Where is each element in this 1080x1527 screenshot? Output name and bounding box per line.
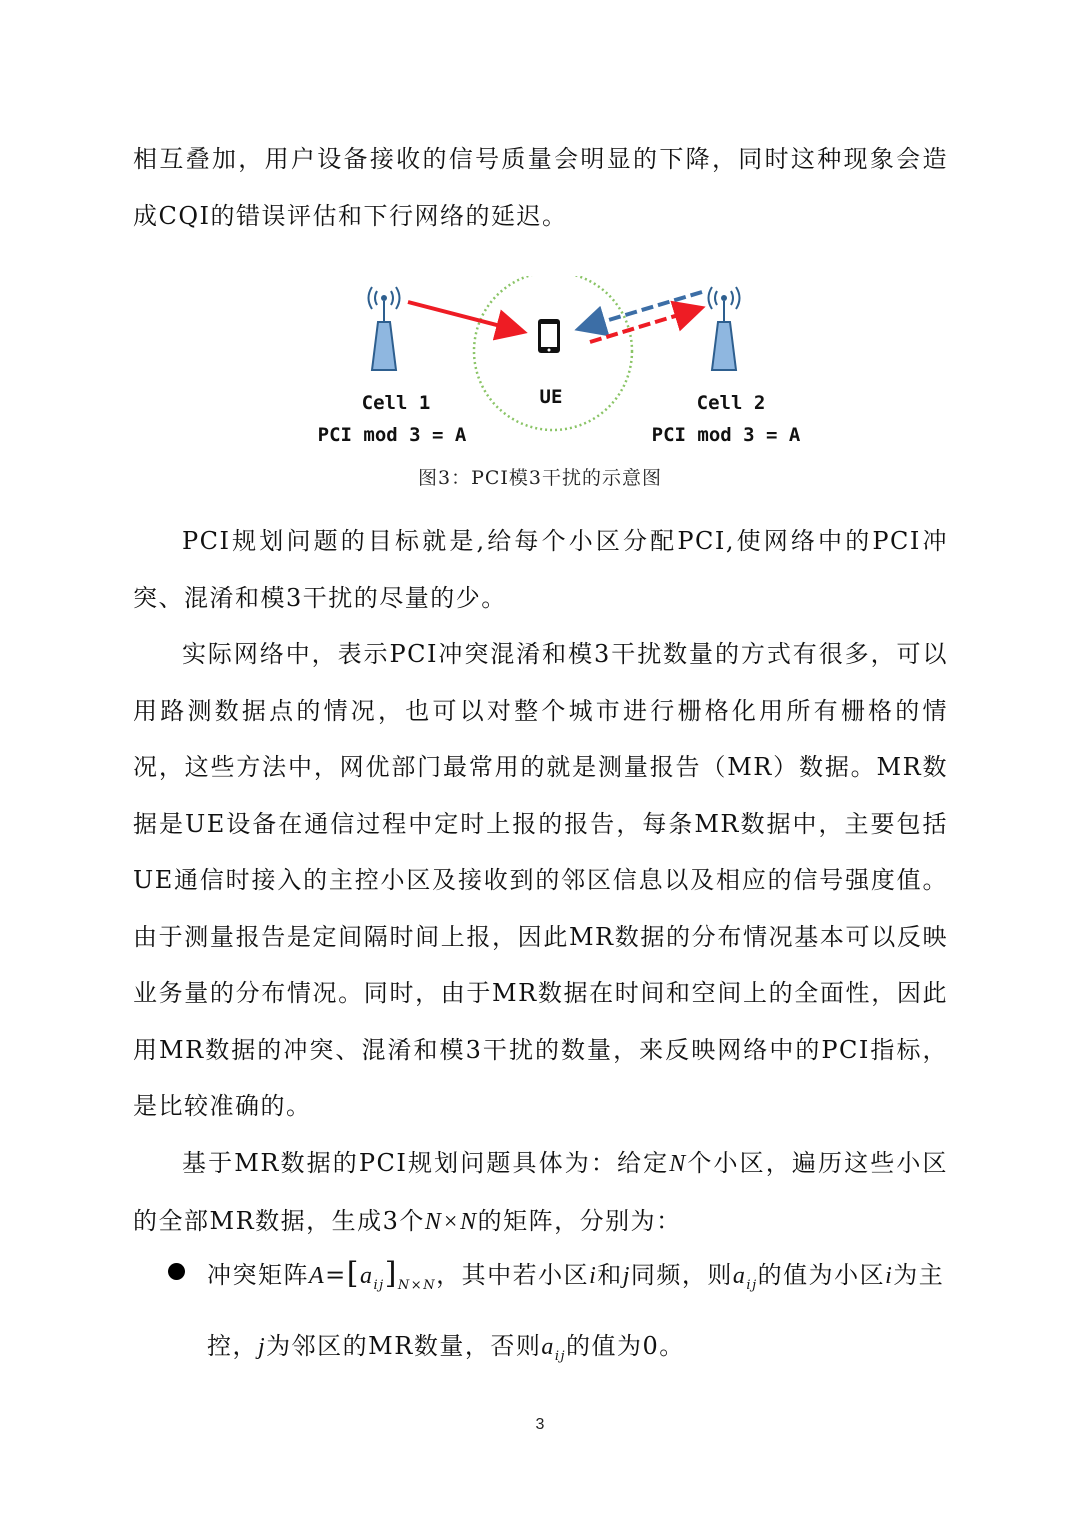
bullet-text-5: 的值为小区: [757, 1261, 886, 1289]
cell2-pci-label: PCI mod 3 = A: [651, 424, 801, 446]
cell1-label: Cell 1: [361, 392, 431, 414]
bullet-dot: [168, 1263, 185, 1280]
matrix-symbol: A: [309, 1263, 326, 1289]
page-number: 3: [535, 1416, 545, 1433]
var-i-2: i: [885, 1263, 894, 1289]
ue-label: UE: [539, 386, 563, 408]
var-i: i: [589, 1263, 598, 1289]
subscript-ij: ij: [373, 1278, 385, 1293]
bullet-text-4: 同频，则: [630, 1261, 733, 1289]
subscript-ij-2: ij: [746, 1278, 758, 1293]
paragraph-problem-statement: [133, 1135, 948, 1250]
interference-arrow-red: [590, 309, 698, 342]
p4-text-a: 基于MR数据的PCI规划问题具体为：给定: [182, 1149, 670, 1177]
p4-n: N: [669, 1151, 687, 1177]
pci-mod3-figure: [310, 276, 810, 451]
matrix-size: N×N: [397, 1278, 437, 1293]
figure-caption: 图3：PCI模3干扰的示意图: [417, 467, 662, 489]
paragraph-mr-data: 实际网络中，表示PCI冲突混淆和模3干扰数量的方式有很多，可以用路测数据点的情况，也可以对整个城市进行栅格化用所有栅格的情况，这些方法中，网优部门最常用的就是测量报告（MR）数据。MR数据是UE设备在通信过程中定时上报的报告，每条MR数据中，主要包括UE通信时接入的主控小区及接收到的邻区信息以及相应的信号强度值。由于测量报告是定间隔时间上报，因此MR数据的分布情况基本可以反映业务量的分布情况。同时，由于MR数据在时间和空间上的全面性，因此用MR数据的冲突、混淆和模3干扰的数量，来反映网络中的PCI指标，是比较准确的。: [133, 640, 948, 1120]
cell1-pci-label: PCI mod 3 = A: [317, 424, 467, 446]
p4-text-c: 的矩阵，分别为：: [477, 1206, 682, 1235]
element-a: a: [360, 1263, 374, 1289]
cell2-tower-icon: [709, 287, 740, 370]
cell1-tower-icon: [369, 287, 400, 370]
signal-arrow-cell1: [408, 302, 520, 331]
p4-text-b: 个小区，遍历这些小区的全部MR数据，生成3个: [133, 1149, 949, 1235]
equals-sign: =: [325, 1261, 347, 1289]
paragraph-pci-goal: PCI规划问题的目标就是,给每个小区分配PCI,使网络中的PCI冲突、混淆和模3干扰的尽量的少。: [133, 527, 948, 612]
ue-phone-icon: [538, 319, 560, 353]
var-j-2: j: [258, 1334, 267, 1360]
element-a-2: a: [732, 1263, 747, 1289]
p4-nxn: N×N: [424, 1208, 478, 1235]
interference-arrow-blue: [582, 292, 702, 328]
bullet-text-3: 和: [597, 1261, 623, 1289]
var-j: j: [622, 1263, 631, 1289]
bullet-text-7: 为邻区的MR数量，否则: [266, 1332, 542, 1360]
paragraph-continuation: 相互叠加，用户设备接收的信号质量会明显的下降，同时这种现象会造成CQI的错误评估和下行网络的延迟。: [133, 145, 948, 230]
element-a-3: a: [541, 1334, 555, 1360]
subscript-ij-3: ij: [554, 1349, 567, 1364]
cell2-label: Cell 2: [696, 392, 766, 414]
bullet-text-8: 的值为0。: [566, 1332, 685, 1360]
bullet-conflict-matrix: 冲突矩阵$A=[a_{ij}]_{N\times N}$，其中若小区i和j同频，则$a_{ij}$的值为小区i为主控，j为邻区的MR数量，否则$a_{ij}$的值为0。: [207, 1256, 945, 1364]
bullet-text-2: ，其中若小区: [436, 1261, 590, 1289]
bullet-text-6: 为主控，: [207, 1261, 945, 1360]
bullet-text-1: 冲突矩阵: [207, 1261, 309, 1289]
